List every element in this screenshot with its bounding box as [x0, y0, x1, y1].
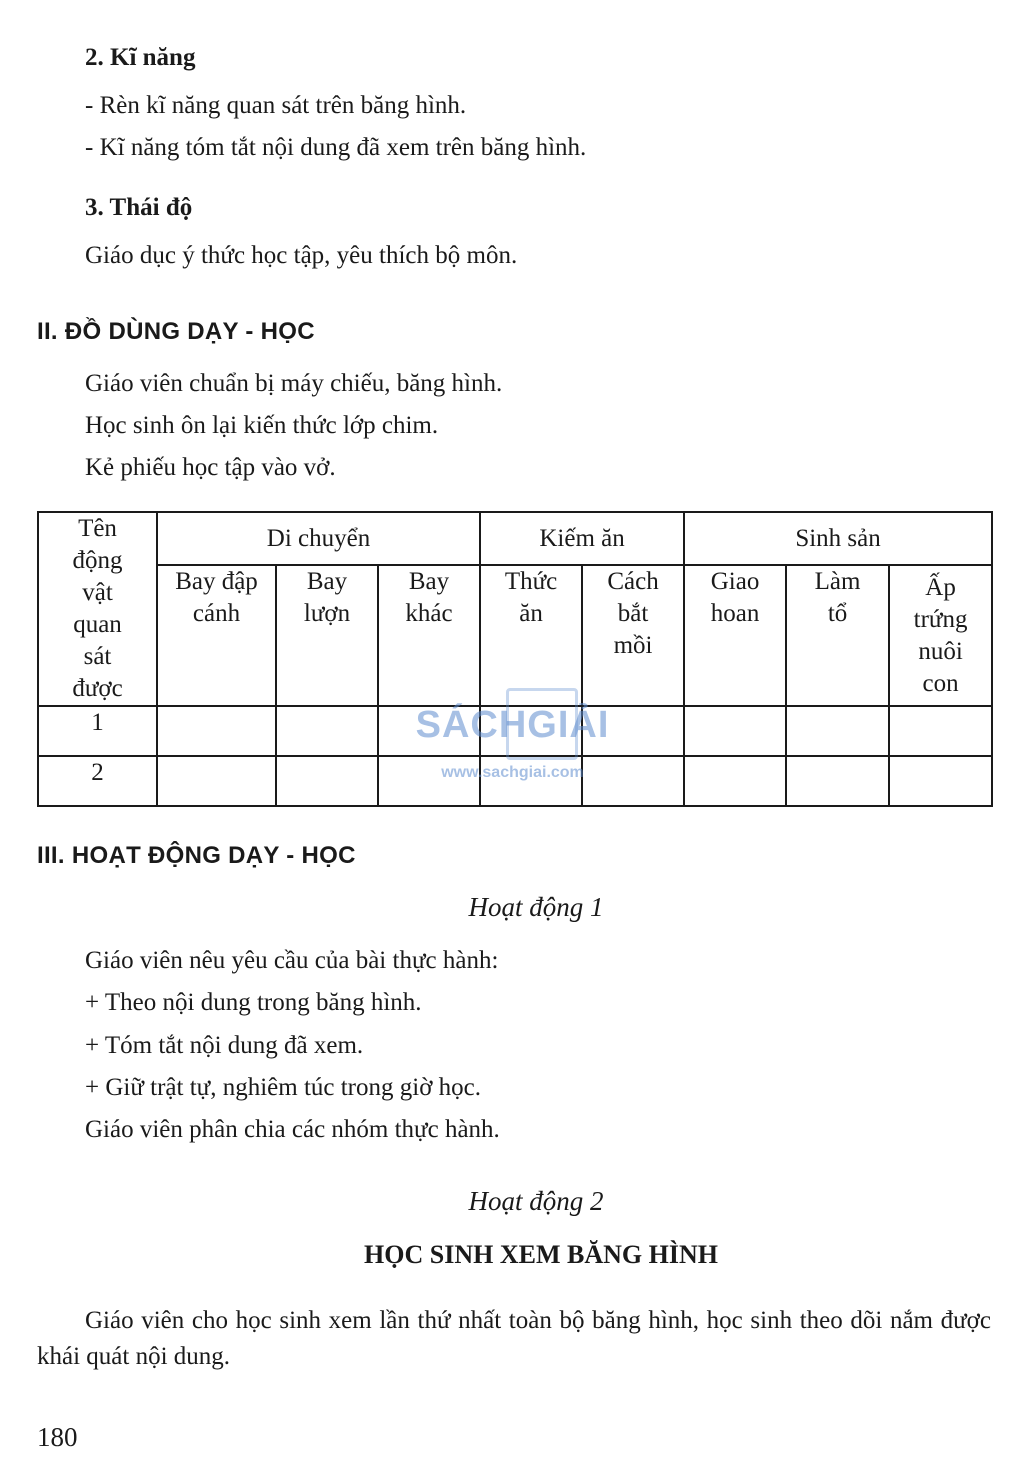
- activity1-line-1: Giáo viên nêu yêu cầu của bài thực hành:: [85, 947, 499, 974]
- materials-item-1: Giáo viên chuẩn bị máy chiếu, băng hình.: [85, 370, 503, 397]
- table-cell: [684, 706, 786, 756]
- page-number: 180: [37, 1422, 78, 1452]
- watermark-url: www.sachgiai.com: [441, 764, 584, 781]
- table-cell: [157, 706, 276, 756]
- table-column-header: Bay đập cánh: [157, 565, 276, 706]
- activity2-title: Hoạt động 2: [468, 1186, 604, 1216]
- table-column-header: Giao hoan: [684, 565, 786, 706]
- table-column-header: Bay lượn: [276, 565, 378, 706]
- table-group-movement: Di chuyển: [157, 512, 480, 565]
- activity2-paragraph: Giáo viên cho học sinh xem lần thứ nhất toàn bộ băng hình, học sinh theo dõi nắm được khái quát nội dung.: [37, 1307, 991, 1370]
- table-row: [38, 756, 992, 806]
- attitude-heading: 3. Thái độ: [85, 194, 193, 221]
- watermark-logo: SÁCHGIẢI: [415, 704, 610, 746]
- table-row-number: 2: [38, 756, 157, 806]
- table-cell: [378, 706, 480, 756]
- table-column-header: Bay khác: [378, 565, 480, 706]
- activity1-line-2: + Theo nội dung trong băng hình.: [85, 989, 422, 1016]
- attitude-text: Giáo dục ý thức học tập, yêu thích bộ môn.: [85, 242, 518, 269]
- table-cell: [480, 706, 582, 756]
- activity1-line-5: Giáo viên phân chia các nhóm thực hành.: [85, 1116, 500, 1143]
- skills-item-1: - Rèn kĩ năng quan sát trên băng hình.: [85, 92, 467, 119]
- table-cell: [378, 756, 480, 806]
- table-cell: [786, 756, 889, 806]
- table-cell: [157, 756, 276, 806]
- materials-item-2: Học sinh ôn lại kiến thức lớp chim.: [85, 412, 439, 439]
- table-group-reproduction: Sinh sản: [684, 512, 992, 565]
- table-cell: [889, 706, 992, 756]
- table-header-animal-name: Tên động vật quan sát được: [38, 512, 157, 706]
- materials-heading: II. ĐỒ DÙNG DẠY - HỌC: [37, 318, 315, 345]
- table-cell: [889, 756, 992, 806]
- activity1-line-4: + Giữ trật tự, nghiêm túc trong giờ học.: [85, 1074, 482, 1101]
- table-cell: [480, 756, 582, 806]
- observation-table: [37, 511, 993, 807]
- table-cell: [582, 756, 684, 806]
- table-column-header: Thức ăn: [480, 565, 582, 706]
- skills-item-2: - Kĩ năng tóm tắt nội dung đã xem trên băng hình.: [85, 134, 587, 161]
- table-column-header: Ấp trứng nuôi con: [889, 565, 992, 706]
- table-cell: [276, 706, 378, 756]
- table-column-header: Cách bắt mồi: [582, 565, 684, 706]
- table-group-feeding: Kiếm ăn: [480, 512, 684, 565]
- skills-heading: 2. Kĩ năng: [85, 44, 196, 71]
- activity2-subtitle: HỌC SINH XEM BĂNG HÌNH: [364, 1240, 718, 1269]
- table-cell: [276, 756, 378, 806]
- table-row-number: 1: [38, 706, 157, 756]
- table-cell: [684, 756, 786, 806]
- activity1-title: Hoạt động 1: [468, 892, 604, 922]
- activity1-line-3: + Tóm tắt nội dung đã xem.: [85, 1032, 364, 1059]
- activities-heading: III. HOẠT ĐỘNG DẠY - HỌC: [37, 842, 356, 869]
- table-row: [38, 706, 992, 756]
- table-cell: [786, 706, 889, 756]
- table-cell: [582, 706, 684, 756]
- materials-item-3: Kẻ phiếu học tập vào vở.: [85, 454, 336, 481]
- table-column-header: Làm tổ: [786, 565, 889, 706]
